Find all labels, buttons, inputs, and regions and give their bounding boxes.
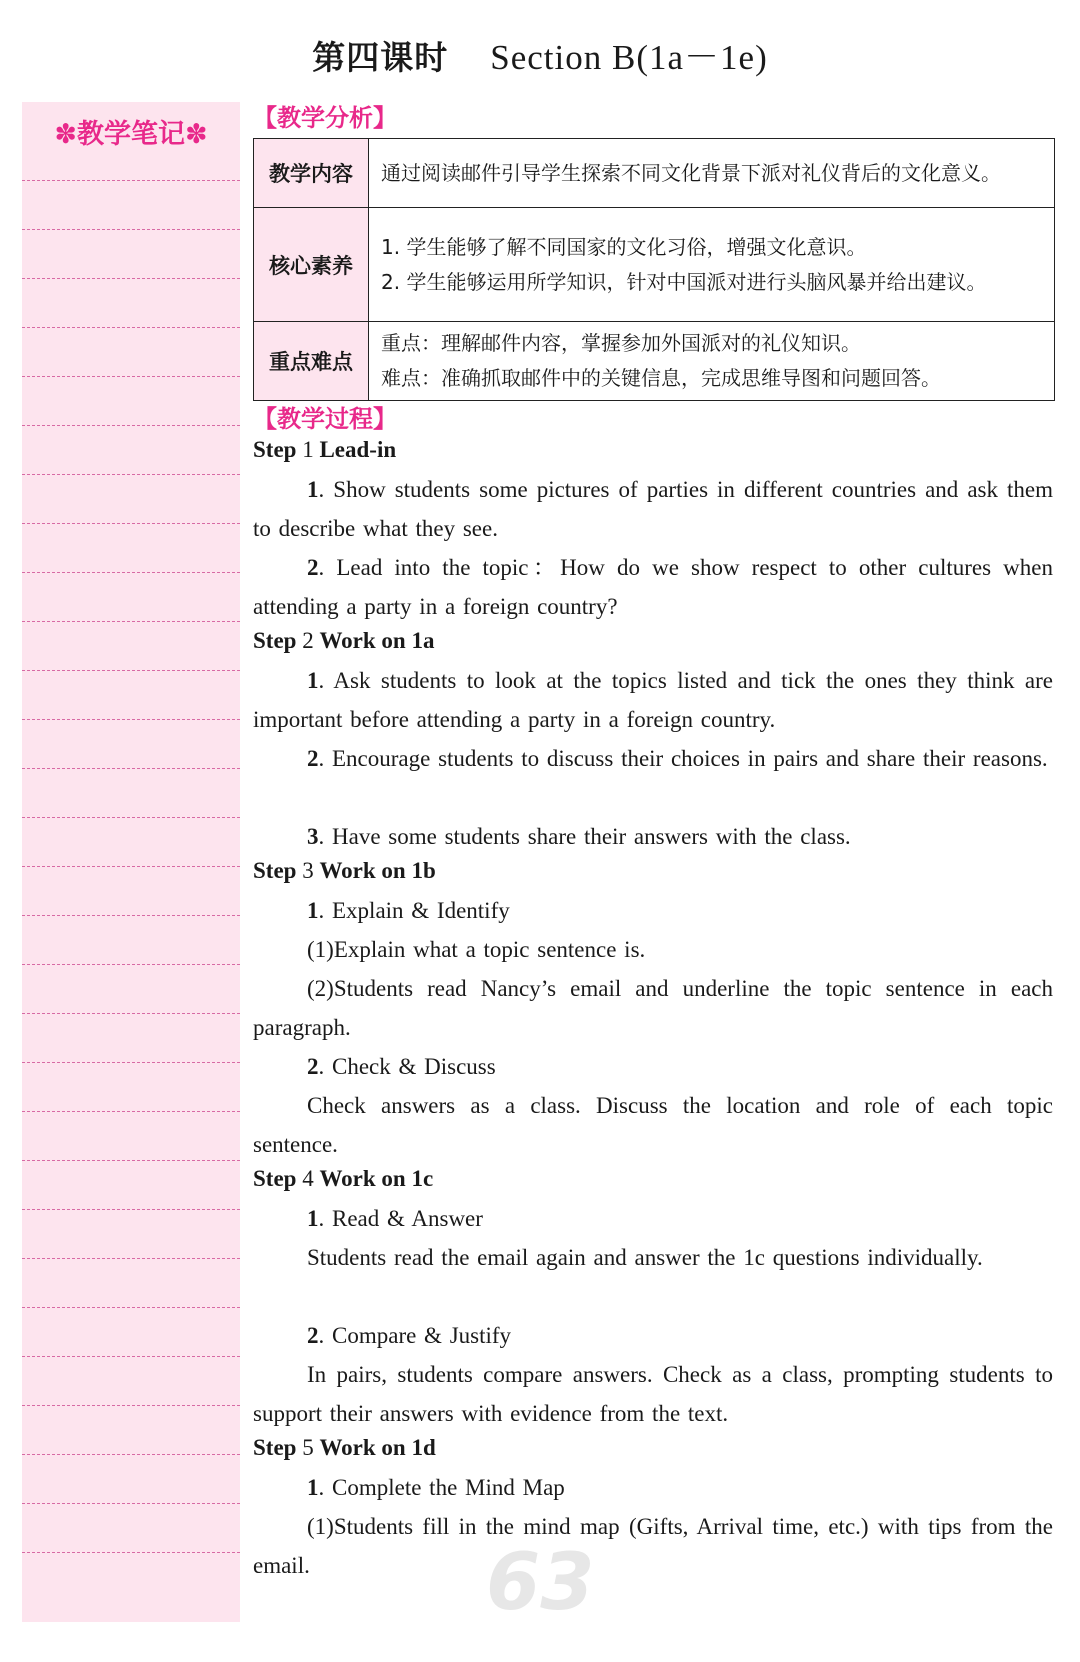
- step-paragraph: 3. Have some students share their answers with the class.: [307, 824, 851, 849]
- step-paragraph: (1)Students fill in the mind map (Gifts, Arrival time, etc.) with tips from the email.: [253, 1514, 1053, 1578]
- note-line: [22, 1503, 240, 1504]
- step-paragraph: (1)Explain what a topic sentence is.: [307, 937, 646, 962]
- step-heading: Step 5 Work on 1d: [253, 1435, 436, 1460]
- row-label: 核心素养: [254, 208, 369, 322]
- section-label: Section B(1a－1e): [490, 38, 768, 77]
- content-line: 2. 学生能够运用所学知识，针对中国派对进行头脑风暴并给出建议。: [381, 269, 987, 294]
- step-paragraph: 1. Show students some pictures of parties in different countries and ask them to describe what they see.: [253, 477, 1053, 541]
- note-line: [22, 376, 240, 377]
- note-line: [22, 1454, 240, 1455]
- note-line: [22, 768, 240, 769]
- note-line: [22, 719, 240, 720]
- content-line: 重点：理解邮件内容，掌握参加外国派对的礼仪知识。: [381, 331, 861, 355]
- note-line: [22, 523, 240, 524]
- note-line: [22, 278, 240, 279]
- note-line: [22, 1209, 240, 1210]
- note-line: [22, 327, 240, 328]
- process-heading: 【教学过程】: [253, 405, 397, 433]
- row-content: [369, 208, 1055, 322]
- content-line: 1. 学生能够了解不同国家的文化习俗，增强文化意识。: [381, 234, 867, 259]
- step-paragraph: 1. Read & Answer: [307, 1206, 483, 1231]
- row-content: [369, 322, 1055, 401]
- step-heading: Step 4 Work on 1c: [253, 1166, 434, 1191]
- step-paragraph: 1. Ask students to look at the topics listed and tick the ones they think are important before attending a party in a foreign country.: [253, 668, 1053, 732]
- note-line: [22, 964, 240, 965]
- note-line: [22, 866, 240, 867]
- note-line: [22, 1307, 240, 1308]
- note-line: [22, 1258, 240, 1259]
- note-line: [22, 1062, 240, 1063]
- notes-title: ✽教学笔记✽: [54, 119, 208, 150]
- page-title: [0, 30, 1080, 80]
- note-line: [22, 1356, 240, 1357]
- note-line: [22, 425, 240, 426]
- table-row: [254, 208, 1055, 322]
- lesson-label: 第四课时: [312, 38, 449, 77]
- step-heading: Step 1 Lead-in: [253, 437, 397, 462]
- note-line: [22, 1160, 240, 1161]
- note-line: [22, 1405, 240, 1406]
- step-heading: Step 2 Work on 1a: [253, 628, 435, 653]
- note-line: [22, 621, 240, 622]
- step-paragraph: 2. Compare & Justify: [307, 1323, 512, 1348]
- note-line: [22, 180, 240, 181]
- analysis-table: [253, 138, 1055, 401]
- analysis-heading: 【教学分析】: [253, 104, 397, 132]
- content-line: 通过阅读邮件引导学生探索不同文化背景下派对礼仪背后的文化意义。: [381, 160, 1001, 185]
- step-paragraph: 1. Complete the Mind Map: [307, 1475, 565, 1500]
- note-line: [22, 572, 240, 573]
- row-label: 教学内容: [254, 139, 369, 208]
- page-number: 63: [486, 1538, 595, 1628]
- step-paragraph: 2. Lead into the topic：How do we show respect to other cultures when attending a party in a foreign country?: [253, 555, 1053, 619]
- row-label: 重点难点: [254, 322, 369, 401]
- step-paragraph: 1. Explain & Identify: [307, 898, 510, 923]
- note-line: [22, 474, 240, 475]
- step-paragraph: Students read the email again and answer the 1c questions individually.: [307, 1245, 983, 1270]
- note-line: [22, 1552, 240, 1553]
- row-content: [369, 139, 1055, 208]
- step-paragraph: Check answers as a class. Discuss the location and role of each topic sentence.: [253, 1093, 1053, 1157]
- note-line: [22, 1013, 240, 1014]
- note-line: [22, 915, 240, 916]
- step-paragraph: 2. Encourage students to discuss their choices in pairs and share their reasons.: [307, 746, 1048, 771]
- note-line: [22, 229, 240, 230]
- step-paragraph: (2)Students read Nancy’s email and underline the topic sentence in each paragraph.: [253, 976, 1053, 1040]
- step-paragraph: In pairs, students compare answers. Check as a class, prompting students to support their answers with evidence from the text.: [253, 1362, 1053, 1426]
- table-row: [254, 322, 1055, 401]
- step-paragraph: 2. Check & Discuss: [307, 1054, 496, 1079]
- table-row: [254, 139, 1055, 208]
- note-line: [22, 670, 240, 671]
- notes-sidebar: [22, 102, 240, 1622]
- step-heading: Step 3 Work on 1b: [253, 858, 436, 883]
- content-line: 难点：准确抓取邮件中的关键信息，完成思维导图和问题回答。: [381, 366, 941, 390]
- note-line: [22, 1111, 240, 1112]
- note-line: [22, 817, 240, 818]
